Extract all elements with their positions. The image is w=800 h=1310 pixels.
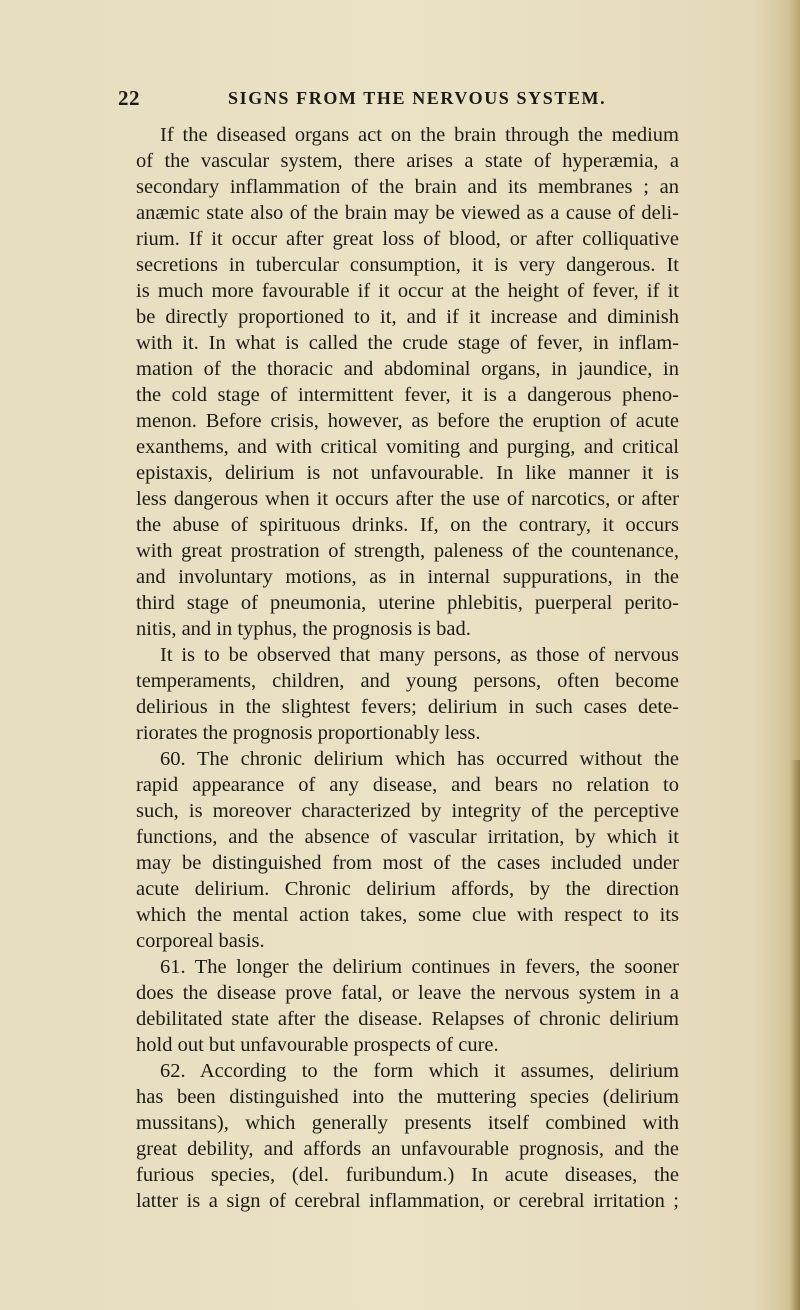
text-line: the abuse of spirituous drinks. If, on the contrary, it occurs xyxy=(136,514,679,536)
text-line: does the disease prove fatal, or leave the nervous system in a xyxy=(136,982,679,1004)
text-line: exanthems, and with critical vomiting and purging, and critical xyxy=(136,436,679,458)
text-line: secondary inflammation of the brain and its membranes ; an xyxy=(136,176,679,198)
text-line: has been distinguished into the muttering species (delirium xyxy=(136,1086,679,1108)
text-line: hold out but unfavourable prospects of cure. xyxy=(136,1034,499,1056)
text-line: furious species, (del. furibundum.) In acute diseases, the xyxy=(136,1164,679,1186)
text-line: riorates the prognosis proportionably less. xyxy=(136,722,481,744)
text-line: It is to be observed that many persons, as those of nervous xyxy=(160,644,679,666)
text-line: menon. Before crisis, however, as before the eruption of acute xyxy=(136,410,679,432)
text-line: rium. If it occur after great loss of blood, or after colliquative xyxy=(136,228,679,250)
text-line: nitis, and in typhus, the prognosis is bad. xyxy=(136,618,471,640)
text-line: debilitated state after the disease. Relapses of chronic delirium xyxy=(136,1008,679,1030)
text-line: epistaxis, delirium is not unfavourable. In like manner it is xyxy=(136,462,679,484)
text-line: such, is moreover characterized by integrity of the perceptive xyxy=(136,800,679,822)
text-line: temperaments, children, and young persons, often become xyxy=(136,670,679,692)
text-line: corporeal basis. xyxy=(136,930,265,952)
page-header xyxy=(118,86,678,112)
text-line: functions, and the absence of vascular irritation, by which it xyxy=(136,826,679,848)
text-line: the cold stage of intermittent fever, it is a dangerous pheno- xyxy=(136,384,679,406)
text-line: mation of the thoracic and abdominal organs, in jaundice, in xyxy=(136,358,679,380)
text-line: less dangerous when it occurs after the use of narcotics, or after xyxy=(136,488,679,510)
text-line: and involuntary motions, as in internal suppurations, in the xyxy=(136,566,679,588)
text-line: is much more favourable if it occur at the height of fever, if it xyxy=(136,280,679,302)
text-line: be directly proportioned to it, and if it increase and diminish xyxy=(136,306,679,328)
text-line: which the mental action takes, some clue with respect to its xyxy=(136,904,679,926)
text-line: 60. The chronic delirium which has occurred without the xyxy=(160,748,679,770)
text-line: with great prostration of strength, paleness of the countenance, xyxy=(136,540,679,562)
text-line: third stage of pneumonia, uterine phlebitis, puerperal perito- xyxy=(136,592,679,614)
text-line: anæmic state also of the brain may be viewed as a cause of deli- xyxy=(136,202,679,224)
text-line: of the vascular system, there arises a state of hyperæmia, a xyxy=(136,150,679,172)
text-line: with it. In what is called the crude stage of fever, in inflam- xyxy=(136,332,679,354)
text-line: may be distinguished from most of the cases included under xyxy=(136,852,679,874)
page-edge-stain xyxy=(790,760,800,1310)
body-text xyxy=(136,122,679,1214)
text-line: delirious in the slightest fevers; delirium in such cases dete- xyxy=(136,696,679,718)
text-line: latter is a sign of cerebral inflammation, or cerebral irritation ; xyxy=(136,1190,679,1212)
text-line: 61. The longer the delirium continues in fevers, the sooner xyxy=(160,956,679,978)
running-head: SIGNS FROM THE NERVOUS SYSTEM. xyxy=(228,88,607,108)
page-number: 22 xyxy=(118,86,140,110)
text-line: great debility, and affords an unfavourable prognosis, and the xyxy=(136,1138,679,1160)
text-line: rapid appearance of any disease, and bears no relation to xyxy=(136,774,679,796)
text-line: 62. According to the form which it assumes, delirium xyxy=(160,1060,679,1082)
text-line: If the diseased organs act on the brain through the medium xyxy=(160,124,679,146)
text-line: acute delirium. Chronic delirium affords, by the direction xyxy=(136,878,679,900)
text-line: secretions in tubercular consumption, it is very dangerous. It xyxy=(136,254,679,276)
text-line: mussitans), which generally presents itself combined with xyxy=(136,1112,679,1134)
